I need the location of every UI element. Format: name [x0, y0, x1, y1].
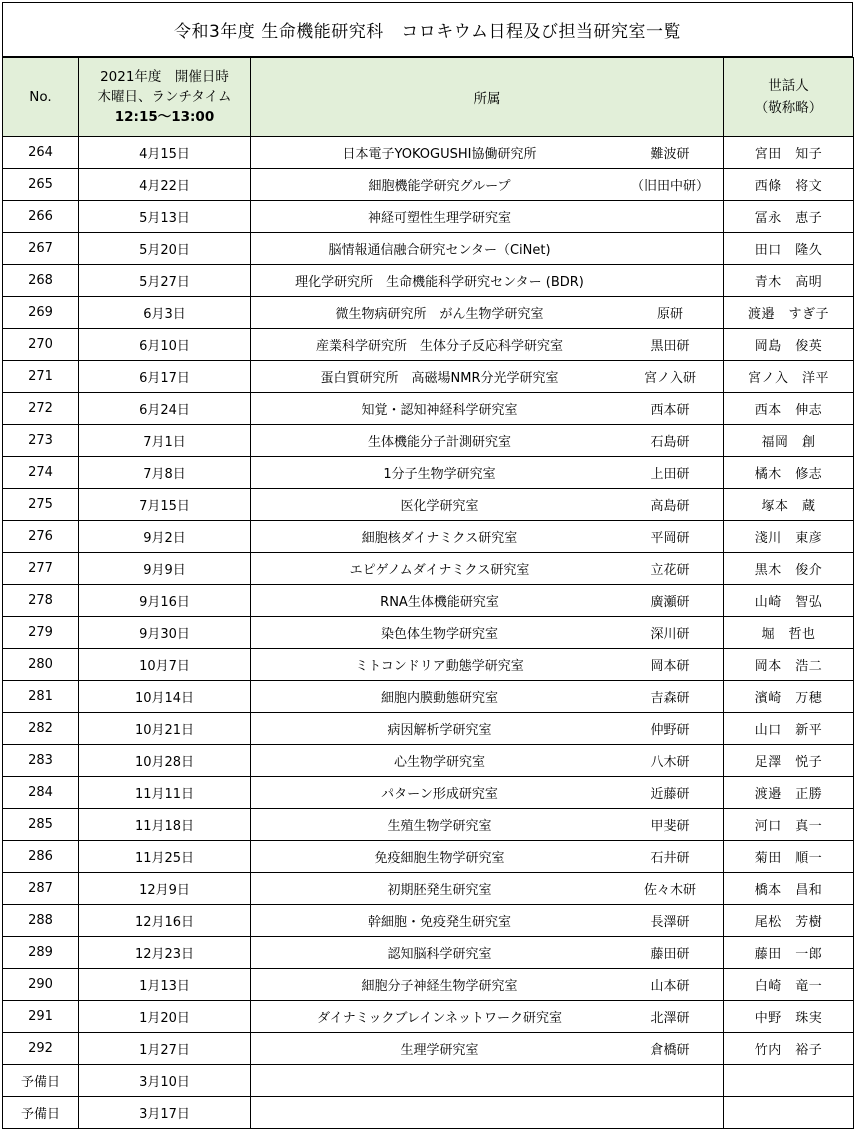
table-row [3, 617, 854, 649]
header-affiliation: 所属 [251, 58, 724, 137]
row-no: 290 [3, 969, 79, 1001]
row-affiliation: 染色体生物学研究室 [380, 627, 498, 642]
row-lab: 石井研 [650, 851, 690, 866]
row-affiliation-cell [251, 841, 724, 873]
row-date: 5月20日 [79, 233, 251, 265]
row-date: 7月1日 [79, 425, 251, 457]
row-host: 西條 将文 [724, 169, 854, 201]
row-affiliation: エピゲノムダイナミクス研究室 [349, 563, 530, 578]
row-host: 堀 哲也 [724, 617, 854, 649]
row-no: 274 [3, 457, 79, 489]
row-host: 河口 真一 [724, 809, 854, 841]
table-row [3, 1097, 854, 1129]
row-affiliation-cell [251, 969, 724, 1001]
table-row [3, 905, 854, 937]
row-affiliation: 理化学研究所 生命機能科学研究センター (BDR) [295, 275, 584, 290]
row-lab: 宮ノ入研 [643, 371, 696, 386]
row-lab [617, 265, 723, 296]
row-affiliation-cell [251, 905, 724, 937]
header-date-line2: 木曜日、ランチタイム [97, 89, 232, 105]
row-date: 10月21日 [79, 713, 251, 745]
row-affiliation-cell [251, 937, 724, 969]
table-row [3, 585, 854, 617]
row-lab: 平岡研 [650, 531, 690, 546]
row-no: 288 [3, 905, 79, 937]
row-no: 278 [3, 585, 79, 617]
row-affiliation-cell [251, 425, 724, 457]
row-affiliation-cell [251, 457, 724, 489]
row-no: 281 [3, 681, 79, 713]
row-lab [617, 1065, 723, 1096]
row-host: 宮田 知子 [724, 137, 854, 169]
row-date: 12月23日 [79, 937, 251, 969]
row-affiliation-cell [251, 777, 724, 809]
row-no: 291 [3, 1001, 79, 1033]
row-no: 276 [3, 521, 79, 553]
row-affiliation: 初期胚発生研究室 [387, 883, 492, 898]
row-lab: 西本研 [650, 403, 690, 418]
row-lab: 黒田研 [650, 339, 690, 354]
row-affiliation-cell [251, 873, 724, 905]
table-row [3, 297, 854, 329]
row-affiliation-cell [251, 1001, 724, 1033]
row-affiliation: 病因解析学研究室 [387, 723, 492, 738]
header-host-line2: （敬称略） [754, 100, 823, 116]
row-no: 267 [3, 233, 79, 265]
row-no: 273 [3, 425, 79, 457]
row-host: 田口 隆久 [724, 233, 854, 265]
row-no: 279 [3, 617, 79, 649]
row-date: 6月3日 [79, 297, 251, 329]
row-no: 284 [3, 777, 79, 809]
row-no: 266 [3, 201, 79, 233]
row-lab: 近藤研 [650, 787, 690, 802]
row-lab: 藤田研 [650, 947, 690, 962]
row-no: 270 [3, 329, 79, 361]
row-affiliation: 日本電子YOKOGUSHI協働研究所 [342, 147, 537, 162]
row-no: 269 [3, 297, 79, 329]
row-affiliation: 医化学研究室 [400, 499, 479, 514]
row-host: 竹内 裕子 [724, 1033, 854, 1065]
row-affiliation-cell [251, 713, 724, 745]
row-lab: 甲斐研 [650, 819, 690, 834]
row-host: 山口 新平 [724, 713, 854, 745]
row-host: 西本 伸志 [724, 393, 854, 425]
table-row [3, 937, 854, 969]
row-no: 282 [3, 713, 79, 745]
row-affiliation [251, 1097, 628, 1128]
row-affiliation-cell [251, 649, 724, 681]
row-date: 3月10日 [79, 1065, 251, 1097]
row-affiliation: 細胞分子神経生物学研究室 [361, 979, 518, 994]
table-row [3, 969, 854, 1001]
row-affiliation-cell [251, 201, 724, 233]
table-row [3, 201, 854, 233]
table-row [3, 1001, 854, 1033]
row-lab: 仲野研 [650, 723, 690, 738]
row-date: 11月18日 [79, 809, 251, 841]
row-affiliation-cell [251, 137, 724, 169]
row-no: 277 [3, 553, 79, 585]
row-affiliation-cell [251, 1065, 724, 1097]
row-affiliation: 幹細胞・免疫発生研究室 [367, 915, 511, 930]
row-affiliation: 産業科学研究所 生体分子反応科学研究室 [315, 339, 563, 354]
table-row [3, 137, 854, 169]
row-host: 岡本 浩二 [724, 649, 854, 681]
table-row [3, 553, 854, 585]
table-row [3, 521, 854, 553]
header-date-line1: 2021年度 開催日時 [100, 69, 229, 85]
table-row [3, 809, 854, 841]
row-lab: 倉橋研 [650, 1043, 690, 1058]
row-host: 黒木 俊介 [724, 553, 854, 585]
row-date: 1月20日 [79, 1001, 251, 1033]
table-row [3, 393, 854, 425]
row-affiliation: 1分子生物学研究室 [383, 467, 496, 482]
row-host: 菊田 順一 [724, 841, 854, 873]
row-date: 3月17日 [79, 1097, 251, 1129]
row-date: 7月8日 [79, 457, 251, 489]
table-row [3, 649, 854, 681]
row-affiliation-cell [251, 521, 724, 553]
row-affiliation-cell [251, 393, 724, 425]
row-affiliation-cell [251, 617, 724, 649]
row-affiliation: 微生物病研究所 がん生物学研究室 [335, 307, 544, 322]
row-date: 10月28日 [79, 745, 251, 777]
row-affiliation: 蛋白質研究所 高磁場NMR分光学研究室 [320, 371, 559, 386]
row-lab: 立花研 [650, 563, 690, 578]
table-row [3, 457, 854, 489]
table-row [3, 1065, 854, 1097]
row-affiliation: RNA生体機能研究室 [380, 595, 499, 610]
row-no: 283 [3, 745, 79, 777]
header-row [3, 58, 854, 137]
row-no: 予備日 [3, 1065, 79, 1097]
row-affiliation-cell [251, 361, 724, 393]
row-host: 橘木 修志 [724, 457, 854, 489]
row-affiliation: ダイナミックブレインネットワーク研究室 [317, 1011, 562, 1026]
row-lab: 岡本研 [650, 659, 690, 674]
row-host: 青木 高明 [724, 265, 854, 297]
row-host: 白崎 竜一 [724, 969, 854, 1001]
row-date: 9月2日 [79, 521, 251, 553]
table-row [3, 745, 854, 777]
row-affiliation-cell [251, 745, 724, 777]
row-host: 中野 珠実 [724, 1001, 854, 1033]
row-lab: 原研 [656, 307, 683, 322]
table-row [3, 713, 854, 745]
row-lab [617, 1097, 723, 1128]
row-no: 287 [3, 873, 79, 905]
row-lab: 石島研 [650, 435, 690, 450]
row-no: 271 [3, 361, 79, 393]
table-row [3, 361, 854, 393]
row-host: 冨永 恵子 [724, 201, 854, 233]
row-no: 292 [3, 1033, 79, 1065]
row-date: 5月13日 [79, 201, 251, 233]
row-host [724, 1065, 854, 1097]
row-affiliation: 神経可塑性生理学研究室 [367, 211, 511, 226]
row-lab: （旧田中研） [630, 179, 709, 194]
row-lab: 長澤研 [650, 915, 690, 930]
table-row [3, 841, 854, 873]
table-row [3, 681, 854, 713]
document-title: 令和3年度 生命機能研究科 コロキウム日程及び担当研究室一覧 [2, 2, 853, 57]
table-row [3, 777, 854, 809]
row-date: 12月16日 [79, 905, 251, 937]
row-lab: 上田研 [650, 467, 690, 482]
table-row [3, 233, 854, 265]
row-host: 藤田 一郎 [724, 937, 854, 969]
row-host: 福岡 創 [724, 425, 854, 457]
row-affiliation: 細胞内膜動態研究室 [380, 691, 498, 706]
row-host: 橋本 昌和 [724, 873, 854, 905]
row-affiliation-cell [251, 489, 724, 521]
row-affiliation-cell [251, 329, 724, 361]
row-affiliation [251, 1065, 628, 1096]
row-lab [617, 201, 723, 232]
row-date: 10月7日 [79, 649, 251, 681]
row-host: 山崎 智弘 [724, 585, 854, 617]
colloquium-schedule-table [2, 57, 854, 1129]
row-lab [617, 233, 723, 264]
header-date [79, 58, 251, 137]
row-no: 272 [3, 393, 79, 425]
row-no: 280 [3, 649, 79, 681]
row-host: 淺川 東彦 [724, 521, 854, 553]
row-affiliation: 脳情報通信融合研究センター（CiNet) [328, 243, 551, 258]
row-no: 286 [3, 841, 79, 873]
row-date: 1月27日 [79, 1033, 251, 1065]
row-date: 10月14日 [79, 681, 251, 713]
row-affiliation: 知覚・認知神経科学研究室 [361, 403, 518, 418]
table-row [3, 873, 854, 905]
row-no: 289 [3, 937, 79, 969]
row-no: 予備日 [3, 1097, 79, 1129]
row-affiliation: 生体機能分子計測研究室 [367, 435, 511, 450]
row-date: 1月13日 [79, 969, 251, 1001]
row-host: 塚本 蔵 [724, 489, 854, 521]
row-affiliation: パターン形成研究室 [381, 787, 498, 802]
row-affiliation: 細胞機能学研究グループ [368, 179, 511, 194]
row-lab: 廣瀬研 [650, 595, 690, 610]
row-affiliation: 免疫細胞生物学研究室 [374, 851, 505, 866]
row-affiliation: 認知脳科学研究室 [387, 947, 492, 962]
row-host: 濱崎 万穂 [724, 681, 854, 713]
row-date: 7月15日 [79, 489, 251, 521]
row-affiliation-cell [251, 809, 724, 841]
row-date: 6月17日 [79, 361, 251, 393]
row-lab: 高島研 [650, 499, 690, 514]
table-row [3, 489, 854, 521]
row-date: 11月11日 [79, 777, 251, 809]
row-lab: 吉森研 [650, 691, 690, 706]
table-row [3, 425, 854, 457]
row-no: 264 [3, 137, 79, 169]
row-affiliation-cell [251, 681, 724, 713]
header-no: No. [3, 58, 79, 137]
row-no: 268 [3, 265, 79, 297]
row-host [724, 1097, 854, 1129]
row-lab: 深川研 [650, 627, 690, 642]
row-affiliation-cell [251, 553, 724, 585]
row-lab: 北澤研 [650, 1011, 690, 1026]
row-affiliation: ミトコンドリア動態学研究室 [355, 659, 524, 674]
row-lab: 山本研 [650, 979, 690, 994]
row-host: 宮ノ入 洋平 [724, 361, 854, 393]
row-date: 12月9日 [79, 873, 251, 905]
row-affiliation-cell [251, 1097, 724, 1129]
row-affiliation: 細胞核ダイナミクス研究室 [361, 531, 518, 546]
row-affiliation-cell [251, 233, 724, 265]
row-date: 4月15日 [79, 137, 251, 169]
header-host [724, 58, 854, 137]
row-host: 足澤 悦子 [724, 745, 854, 777]
row-lab: 難波研 [650, 147, 690, 162]
row-date: 9月9日 [79, 553, 251, 585]
table-row [3, 1033, 854, 1065]
table-row [3, 329, 854, 361]
row-affiliation: 生殖生物学研究室 [387, 819, 492, 834]
table-row [3, 169, 854, 201]
row-no: 265 [3, 169, 79, 201]
row-affiliation: 心生物学研究室 [393, 755, 485, 770]
row-no: 285 [3, 809, 79, 841]
header-date-line3: 12:15〜13:00 [114, 109, 215, 125]
row-date: 11月25日 [79, 841, 251, 873]
row-no: 275 [3, 489, 79, 521]
row-lab: 佐々木研 [643, 883, 696, 898]
row-host: 渡邉 正勝 [724, 777, 854, 809]
row-host: 岡島 俊英 [724, 329, 854, 361]
row-date: 6月24日 [79, 393, 251, 425]
table-body [3, 137, 854, 1129]
row-affiliation-cell [251, 265, 724, 297]
row-date: 4月22日 [79, 169, 251, 201]
row-affiliation-cell [251, 169, 724, 201]
row-host: 渡邉 すぎ子 [724, 297, 854, 329]
row-date: 6月10日 [79, 329, 251, 361]
row-affiliation: 生理学研究室 [400, 1043, 479, 1058]
row-date: 9月30日 [79, 617, 251, 649]
row-host: 尾松 芳樹 [724, 905, 854, 937]
row-affiliation-cell [251, 585, 724, 617]
table-row [3, 265, 854, 297]
row-affiliation-cell [251, 297, 724, 329]
row-lab: 八木研 [650, 755, 690, 770]
header-host-line1: 世話人 [768, 78, 809, 94]
row-date: 5月27日 [79, 265, 251, 297]
row-affiliation-cell [251, 1033, 724, 1065]
row-date: 9月16日 [79, 585, 251, 617]
